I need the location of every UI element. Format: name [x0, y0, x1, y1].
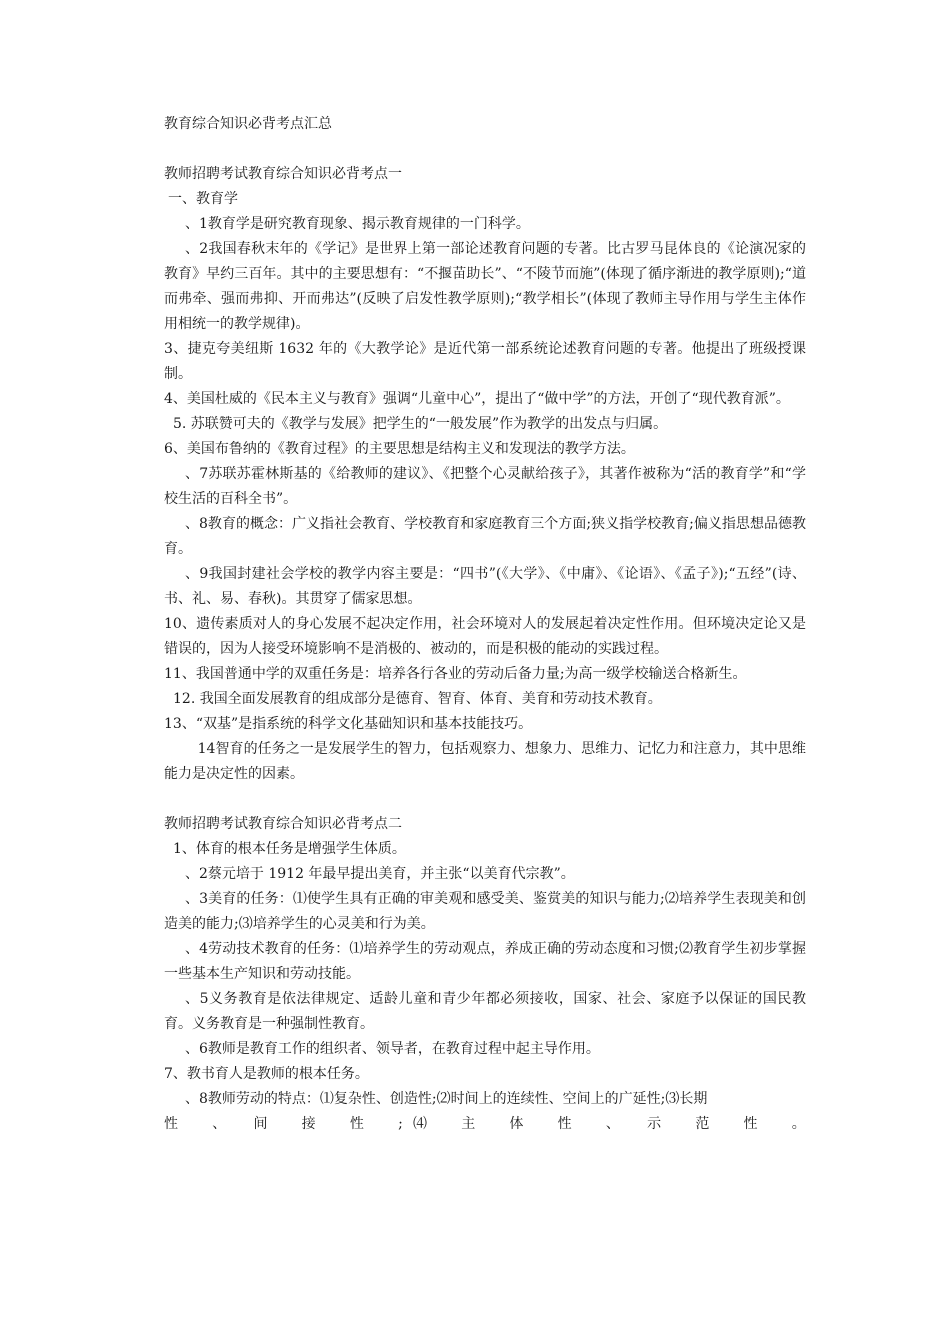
paragraph: 、9我国封建社会学校的教学内容主要是：“四书”(《大学》、《中庸》、《论语》、《孟子》);“五经”(诗、书、礼、易、春秋)。其贯穿了儒家思想。 — [164, 566, 806, 607]
paragraph: 、3美育的任务：⑴使学生具有正确的审美观和感受美、鉴赏美的知识与能力;⑵培养学生表现美和创造美的能力;⑶培养学生的心灵美和行为美。 — [164, 891, 806, 932]
paragraph: 14智育的任务之一是发展学生的智力，包括观察力、想象力、思维力、记忆力和注意力，其中思维能力是决定性的因素。 — [164, 741, 806, 782]
paragraph: 、8教育的概念：广义指社会教育、学校教育和家庭教育三个方面;狭义指学校教育;偏义指思想品德教育。 — [164, 516, 806, 557]
paragraph: 6、美国布鲁纳的《教育过程》的主要思想是结构主义和发现法的教学方法。 — [164, 441, 635, 457]
section-spacer — [164, 787, 806, 812]
paragraph: 1、体育的根本任务是增强学生体质。 — [173, 841, 406, 857]
paragraph: 、8教师劳动的特点：⑴复杂性、创造性;⑵时间上的连续性、空间上的广延性;⑶长期 — [185, 1091, 708, 1107]
paragraph: 、2我国春秋末年的《学记》是世界上第一部论述教育问题的专著。比古罗马昆体良的《论演况家的教育》早约三百年。其中的主要思想有：“不揠苗助长”、“不陵节而施”(体现了循序渐进的教学原则);“道而弗牵、强而弗抑、开而弗达”(反映了启发性教学原则);“教学相长”(体现了教师主导作用与学生主体作用相统一的教学规律)。 — [164, 241, 806, 332]
document-title: 教育综合知识必背考点汇总 — [164, 116, 332, 132]
paragraph: 、1教育学是研究教育现象、揭示教育规律的一门科学。 — [185, 216, 530, 232]
paragraph: 、2蔡元培于 1912 年最早提出美育，并主张“以美育代宗教”。 — [185, 866, 575, 882]
section-2-heading: 教师招聘考试教育综合知识必背考点二 — [164, 816, 402, 832]
section-1-heading: 教师招聘考试教育综合知识必背考点一 — [164, 166, 402, 182]
paragraph: 11、我国普通中学的双重任务是：培养各行各业的劳动后备力量;为高一级学校输送合格新生。 — [164, 666, 747, 682]
paragraph: 7、教书育人是教师的根本任务。 — [164, 1066, 369, 1082]
paragraph: 3、捷克夸美纽斯 1632 年的《大教学论》是近代第一部系统论述教育问题的专著。他提出了班级授课制。 — [164, 341, 806, 382]
paragraph: 5. 苏联赞可夫的《教学与发展》把学生的“一般发展”作为教学的出发点与归属。 — [173, 416, 668, 432]
paragraph: 、5义务教育是依法律规定、适龄儿童和青少年都必须接收，国家、社会、家庭予以保证的国民教育。义务教育是一种强制性教育。 — [164, 991, 806, 1032]
paragraph: 13、“双基”是指系统的科学文化基础知识和基本技能技巧。 — [164, 716, 533, 732]
paragraph: 、7苏联苏霍林斯基的《给教师的建议》、《把整个心灵献给孩子》，其著作被称为“活的教育学”和“学校生活的百科全书”。 — [164, 466, 806, 507]
section-1-subheading: 一、教育学 — [168, 191, 238, 207]
paragraph-continuation: 性 、 间 接 性 ;⑷ 主 体 性 、 示 范 性 。 — [164, 1116, 806, 1132]
paragraph: 10、遗传素质对人的身心发展不起决定作用，社会环境对人的发展起着决定性作用。但环境决定论又是错误的，因为人接受环境影响不是消极的、被动的，而是积极的能动的实践过程。 — [164, 616, 806, 657]
paragraph: 12. 我国全面发展教育的组成部分是德育、智育、体育、美育和劳动技术教育。 — [173, 691, 662, 707]
document-page — [164, 112, 806, 1137]
paragraph: 、4劳动技术教育的任务：⑴培养学生的劳动观点，养成正确的劳动态度和习惯;⑵教育学生初步掌握一些基本生产知识和劳动技能。 — [164, 941, 806, 982]
paragraph: 、6教师是教育工作的组织者、领导者，在教育过程中起主导作用。 — [185, 1041, 600, 1057]
paragraph: 4、美国杜威的《民本主义与教育》强调“儿童中心”，提出了“做中学”的方法，开创了“现代教育派”。 — [164, 391, 790, 407]
